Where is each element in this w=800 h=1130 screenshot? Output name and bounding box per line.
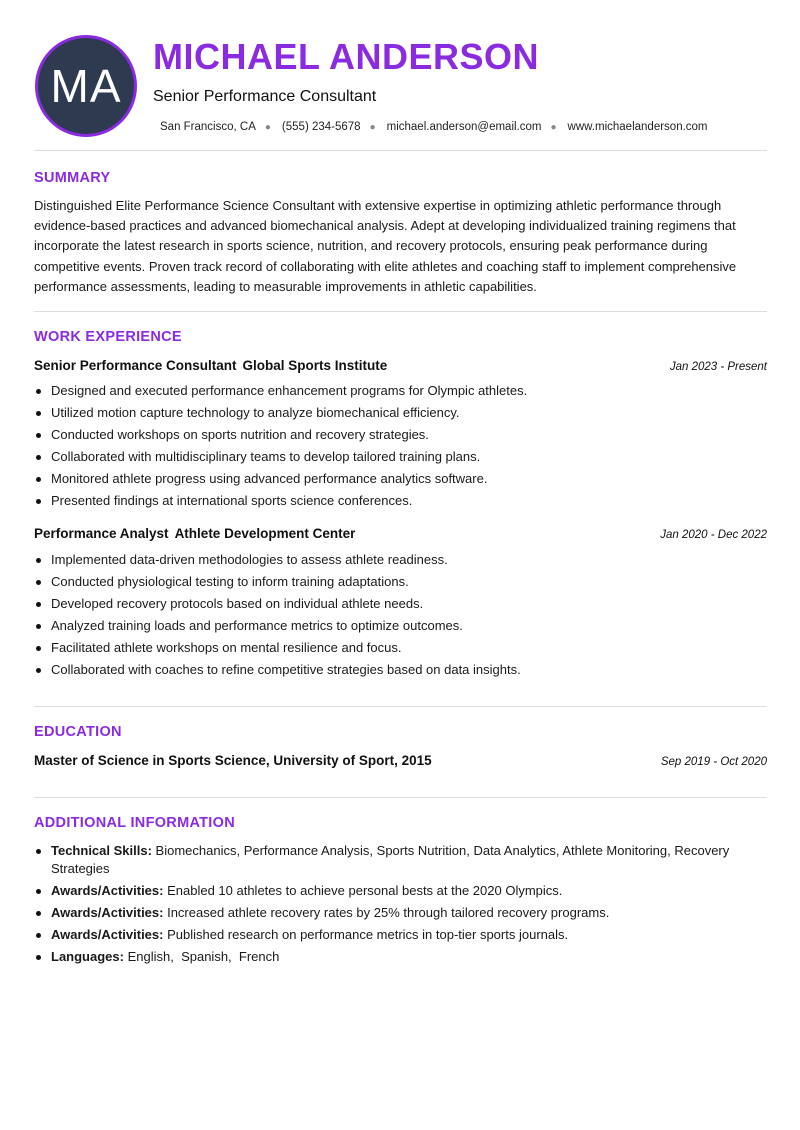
education-degree: Master of Science in Sports Science, University of Sport, 2015 xyxy=(34,753,432,768)
contact-bar xyxy=(160,121,708,133)
bullet-icon xyxy=(36,411,41,416)
bullet-icon xyxy=(36,558,41,563)
list-item-text: Conducted physiological testing to inform training adaptations. xyxy=(51,574,409,589)
list-item xyxy=(34,637,769,659)
job-organization: Athlete Development Center xyxy=(174,526,356,541)
list-item xyxy=(34,842,769,878)
list-item xyxy=(34,380,769,402)
job-bullets xyxy=(34,380,769,512)
bullet-icon xyxy=(36,580,41,585)
list-item xyxy=(34,468,769,490)
list-item-text: Collaborated with coaches to refine competitive strategies based on data insights. xyxy=(51,662,521,677)
section-heading-education: EDUCATION xyxy=(34,724,122,740)
list-item-text: Implemented data-driven methodologies to assess athlete readiness. xyxy=(51,552,448,567)
section-heading-additional: ADDITIONAL INFORMATION xyxy=(34,815,235,831)
list-item-text: Designed and executed performance enhancement programs for Olympic athletes. xyxy=(51,383,528,398)
list-item xyxy=(34,659,769,681)
candidate-title: Senior Performance Consultant xyxy=(153,88,377,105)
list-item xyxy=(34,446,769,468)
bullet-icon xyxy=(36,849,41,854)
candidate-name: MICHAEL ANDERSON xyxy=(153,36,540,77)
list-item-text: Analyzed training loads and performance metrics to optimize outcomes. xyxy=(51,618,463,633)
contact-location: San Francisco, CA xyxy=(160,121,256,133)
list-item xyxy=(34,424,769,446)
list-item-label: Awards/Activities: xyxy=(51,883,164,898)
list-item-text: Developed recovery protocols based on individual athlete needs. xyxy=(51,596,424,611)
section-heading-summary: SUMMARY xyxy=(34,170,111,186)
job-role: Senior Performance Consultant xyxy=(34,358,237,373)
bullet-icon xyxy=(36,455,41,460)
bullet-icon xyxy=(36,933,41,938)
bullet-icon xyxy=(36,477,41,482)
list-item xyxy=(34,402,769,424)
bullet-icon xyxy=(36,668,41,673)
list-item-text: Conducted workshops on sports nutrition and recovery strategies. xyxy=(51,427,429,442)
bullet-icon xyxy=(36,433,41,438)
bullet-icon xyxy=(36,889,41,894)
list-item-label: Awards/Activities: xyxy=(51,905,164,920)
separator-dot-icon: ● xyxy=(550,121,557,133)
job-dates: Jan 2020 - Dec 2022 xyxy=(660,529,767,541)
job-dates: Jan 2023 - Present xyxy=(669,361,767,373)
list-item xyxy=(34,571,769,593)
list-item-text: Enabled 10 athletes to achieve personal bests at the 2020 Olympics. xyxy=(167,883,563,898)
list-item xyxy=(34,490,769,512)
job-title xyxy=(34,526,355,541)
list-item-text: Published research on performance metrics in top-tier sports journals. xyxy=(167,927,569,942)
job-bullets xyxy=(34,549,769,681)
bullet-icon xyxy=(36,602,41,607)
separator-dot-icon: ● xyxy=(369,121,376,133)
list-item-text: Utilized motion capture technology to analyze biomechanical efficiency. xyxy=(51,405,460,420)
list-item-text: English, Spanish, French xyxy=(127,949,280,964)
list-item xyxy=(34,549,769,571)
list-item-text: Monitored athlete progress using advanced performance analytics software. xyxy=(51,471,488,486)
list-item-text: Collaborated with multidisciplinary teams to develop tailored training plans. xyxy=(51,449,481,464)
divider xyxy=(34,797,767,798)
list-item-text: Biomechanics, Performance Analysis, Sports Nutrition, Data Analytics, Athlete Monitoring, Recovery Strategies xyxy=(51,843,730,876)
list-item-text: Increased athlete recovery rates by 25% through tailored recovery programs. xyxy=(167,905,610,920)
bullet-icon xyxy=(36,646,41,651)
list-item-text: Facilitated athlete workshops on mental resilience and focus. xyxy=(51,640,402,655)
bullet-icon xyxy=(36,624,41,629)
summary-text: Distinguished Elite Performance Science Consultant with extensive expertise in optimizing athletic performance through evidence-based practices and advanced biomechanical analysis. Adept at developing individualized training regimens that incorporate the latest research in sports science, nutrition, and recovery protocols, ensuring peak performance during competitive events. Proven track record of collaborating with elite athletes and coaching staff to implement comprehensive performance assessments, leading to measurable improvements in athletic capabilities. xyxy=(34,198,737,294)
contact-phone: (555) 234-5678 xyxy=(281,121,361,133)
list-item-label: Awards/Activities: xyxy=(51,927,164,942)
education-dates: Sep 2019 - Oct 2020 xyxy=(660,756,767,768)
bullet-icon xyxy=(36,499,41,504)
list-item xyxy=(34,882,769,900)
job-organization: Global Sports Institute xyxy=(242,358,388,373)
job-role: Performance Analyst xyxy=(34,526,169,541)
list-item-label: Languages: xyxy=(51,949,124,964)
bullet-icon xyxy=(36,955,41,960)
separator-dot-icon: ● xyxy=(264,121,271,133)
list-item xyxy=(34,926,769,944)
list-item xyxy=(34,593,769,615)
list-item xyxy=(34,904,769,922)
divider xyxy=(34,311,767,312)
avatar-initials: MA xyxy=(50,60,122,112)
list-item xyxy=(34,948,769,966)
list-item-text: Presented findings at international sports science conferences. xyxy=(51,493,413,508)
divider xyxy=(34,706,767,707)
bullet-icon xyxy=(36,911,41,916)
contact-email[interactable]: michael.anderson@email.com xyxy=(386,121,542,133)
list-item xyxy=(34,615,769,637)
contact-website[interactable]: www.michaelanderson.com xyxy=(567,121,708,133)
bullet-icon xyxy=(36,389,41,394)
list-item-label: Technical Skills: xyxy=(51,843,152,858)
divider xyxy=(34,150,767,151)
additional-info-list xyxy=(34,842,769,970)
job-title xyxy=(34,358,387,373)
avatar xyxy=(35,35,137,137)
section-heading-experience: WORK EXPERIENCE xyxy=(34,329,182,345)
